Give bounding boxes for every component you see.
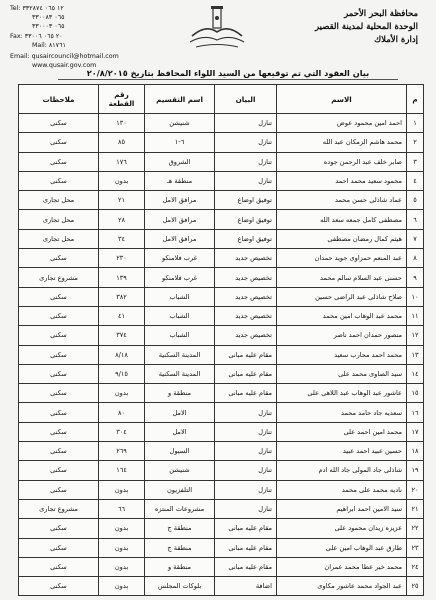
- cell-plot: ٩/١٥: [99, 364, 145, 383]
- cell-name: ناديه محمد على محمد: [277, 480, 407, 499]
- email: Email: qusaircouncil@hotmail.com: [10, 53, 119, 61]
- cell-plot: بدون: [99, 557, 145, 576]
- cell-plan: الشباب: [145, 326, 215, 345]
- cell-plan: منطقة هـ: [145, 171, 215, 190]
- table-row: [19, 287, 424, 306]
- cell-plan: بلوكات المجلس: [145, 577, 215, 596]
- cell-plot: بدون: [99, 577, 145, 596]
- cell-name: منصور حمدان احمد ناصر: [277, 326, 407, 345]
- telephone: Tel: ١٢ ٠٦٥ ٣٣٢٨٧٤: [10, 5, 64, 12]
- contact-block: [10, 4, 119, 70]
- cell-plot: بدون: [99, 538, 145, 557]
- cell-statement: تنازل: [215, 480, 277, 499]
- cell-statement: تنازل: [215, 403, 277, 422]
- col-num: م: [407, 85, 424, 114]
- department-name: إدارة الأملاك: [374, 35, 418, 45]
- cell-num: ١٦: [407, 403, 424, 422]
- cell-plan: مشروعات المنتزه: [145, 499, 215, 518]
- cell-statement: توفيق اوضاع: [215, 210, 277, 229]
- cell-notes: مشروع تجارى: [19, 268, 99, 287]
- table-row: [19, 171, 424, 190]
- cell-name: سعديه جاد حامد محمد: [277, 403, 407, 422]
- cell-plan: السيول: [145, 442, 215, 461]
- cell-num: ١٠: [407, 287, 424, 306]
- cell-plan: منطقة و: [145, 384, 215, 403]
- cell-statement: مقام عليه مبانى: [215, 557, 277, 576]
- cell-plan: المدينة السكنية: [145, 345, 215, 364]
- table-row: [19, 422, 424, 441]
- cell-plot: ٢١: [99, 191, 145, 210]
- cell-statement: توفيق اوضاع: [215, 229, 277, 248]
- cell-num: ٢٤: [407, 557, 424, 576]
- table-row: [19, 345, 424, 364]
- cell-num: ٥: [407, 191, 424, 210]
- cell-num: ١٩: [407, 461, 424, 480]
- cell-plan: مرافق الامل: [145, 191, 215, 210]
- telephone-2: ٠٦٥ ٣٣٠٠٨٣: [32, 14, 65, 22]
- cell-plot: ٦٦: [99, 499, 145, 518]
- cell-plot: ٢٦٩: [99, 442, 145, 461]
- local-unit-name: الوحدة المحلية لمدينة القصير: [314, 22, 418, 32]
- table-row: [19, 191, 424, 210]
- table-row: [19, 152, 424, 171]
- cell-name: عماد شاذلى حسن محمد: [277, 191, 407, 210]
- cell-notes: سكنى: [19, 461, 99, 480]
- telephone-3: ٠٦٥ ٣٣٠٠٠٣: [32, 23, 65, 31]
- contracts-table: [18, 84, 424, 596]
- cell-num: ٩: [407, 268, 424, 287]
- cell-plot: بدون: [99, 384, 145, 403]
- cell-name: احمد امين محمود عوض: [277, 114, 407, 133]
- table-row: [19, 326, 424, 345]
- cell-statement: مقام عليه مبانى: [215, 345, 277, 364]
- cell-statement: مقام عليه مبانى: [215, 538, 277, 557]
- cell-plot: ٨٥: [99, 133, 145, 152]
- cell-name: سيد الامين احمد ابراهيم: [277, 499, 407, 518]
- cell-statement: تخصيص جديد: [215, 268, 277, 287]
- cell-plan: الامل: [145, 403, 215, 422]
- cell-notes: سكنى: [19, 557, 99, 576]
- cell-plan: الشباب: [145, 287, 215, 306]
- cell-plot: ٤١: [99, 306, 145, 325]
- cell-statement: مقام عليه مبانى: [215, 364, 277, 383]
- cell-plan: منطقة ج: [145, 519, 215, 538]
- table-row: [19, 133, 424, 152]
- table-row: [19, 557, 424, 576]
- cell-statement: تنازل: [215, 461, 277, 480]
- governorate-name: محافظة البحر الأحمر: [344, 9, 418, 19]
- cell-num: ٨: [407, 249, 424, 268]
- cell-statement: تخصيص جديد: [215, 287, 277, 306]
- col-statement: البيان: [215, 85, 277, 114]
- cell-name: صلاح شاذلى عبد الراضى حسين: [277, 287, 407, 306]
- table-row: [19, 538, 424, 557]
- cell-plan: الشروق: [145, 152, 215, 171]
- city-logo-icon: [186, 6, 248, 50]
- cell-plot: ١٣٩: [99, 268, 145, 287]
- table-body: [19, 114, 424, 596]
- cell-statement: تنازل: [215, 114, 277, 133]
- cell-notes: سكنى: [19, 171, 99, 190]
- cell-plot: ١٧٦: [99, 152, 145, 171]
- table-row: [19, 461, 424, 480]
- cell-notes: سكنى: [19, 442, 99, 461]
- cell-plan: ٦-١: [145, 133, 215, 152]
- cell-statement: اضافة: [215, 577, 277, 596]
- mail-box: Mail: ٨١٧٦١: [32, 41, 66, 49]
- cell-statement: تنازل: [215, 152, 277, 171]
- cell-notes: سكنى: [19, 422, 99, 441]
- cell-plot: بدون: [99, 480, 145, 499]
- cell-name: مصطفى كامل جمعه سعد الله: [277, 210, 407, 229]
- cell-name: محمد احمد محارب سعيد: [277, 345, 407, 364]
- cell-notes: محل تجارى: [19, 191, 99, 210]
- cell-name: محمد امين احمد على: [277, 422, 407, 441]
- cell-notes: محل تجارى: [19, 229, 99, 248]
- cell-statement: مقام عليه مبانى: [215, 519, 277, 538]
- col-notes: ملاحظات: [19, 85, 99, 114]
- cell-name: محمد عبد الوهاب امين محمد: [277, 306, 407, 325]
- cell-statement: تخصيص جديد: [215, 249, 277, 268]
- table-row: [19, 229, 424, 248]
- table-row: [19, 210, 424, 229]
- cell-plan: منطقة ج: [145, 538, 215, 557]
- cell-statement: تخصيص جديد: [215, 326, 277, 345]
- table-row: [19, 268, 424, 287]
- cell-name: شاذلى جاد المولى جاد الله ادم: [277, 461, 407, 480]
- cell-plot: ١٦٤: [99, 461, 145, 480]
- table-row: [19, 499, 424, 518]
- cell-notes: سكنى: [19, 152, 99, 171]
- cell-num: ١٢: [407, 326, 424, 345]
- cell-name: سيد الصاوى محمد على: [277, 364, 407, 383]
- cell-num: ١: [407, 114, 424, 133]
- cell-plot: ٨٠: [99, 403, 145, 422]
- cell-name: طارق عبد الوهاب امين على: [277, 538, 407, 557]
- cell-plan: المدينة السكنية: [145, 364, 215, 383]
- cell-name: محمود سعيد محمد احمد: [277, 171, 407, 190]
- cell-num: ٢٢: [407, 519, 424, 538]
- website: www.qusair.gov.com: [32, 62, 97, 70]
- cell-notes: سكنى: [19, 114, 99, 133]
- cell-plot: ٣٨٢: [99, 287, 145, 306]
- cell-plan: الشباب: [145, 306, 215, 325]
- cell-num: ١٤: [407, 364, 424, 383]
- cell-name: عبد المنعم حمزاوى جويد حمدان: [277, 249, 407, 268]
- letterhead: [0, 0, 436, 70]
- cell-name: عاشور عبد الوهاب عبد اللاهى على: [277, 384, 407, 403]
- table-row: [19, 577, 424, 596]
- cell-plan: شنيشن: [145, 461, 215, 480]
- cell-statement: تخصيص جديد: [215, 306, 277, 325]
- table-row: [19, 249, 424, 268]
- table-header-row: [19, 85, 424, 114]
- cell-statement: تنازل: [215, 133, 277, 152]
- table-row: [19, 519, 424, 538]
- cell-notes: سكنى: [19, 133, 99, 152]
- cell-plan: منطقة و: [145, 557, 215, 576]
- cell-plan: مرافق الامل: [145, 229, 215, 248]
- cell-name: حسين عبيد احمد عبيد: [277, 442, 407, 461]
- table-row: [19, 442, 424, 461]
- cell-num: ٢٠: [407, 480, 424, 499]
- cell-num: ٢٣: [407, 538, 424, 557]
- cell-statement: مقام عليه مبانى: [215, 384, 277, 403]
- cell-notes: سكنى: [19, 519, 99, 538]
- cell-num: ٧: [407, 229, 424, 248]
- cell-plan: شنيشن: [145, 114, 215, 133]
- cell-num: ١٧: [407, 422, 424, 441]
- cell-plan: الامل: [145, 422, 215, 441]
- table-row: [19, 384, 424, 403]
- cell-plan: غرب فلامنكو: [145, 249, 215, 268]
- cell-num: ٢: [407, 133, 424, 152]
- cell-num: ٣: [407, 152, 424, 171]
- cell-plot: ٢٣٠: [99, 249, 145, 268]
- cell-notes: مشروع تجارى: [19, 499, 99, 518]
- cell-statement: توفيق اوضاع: [215, 191, 277, 210]
- cell-plot: ٣٧٤: [99, 326, 145, 345]
- cell-num: ٢٥: [407, 577, 424, 596]
- cell-statement: تنازل: [215, 171, 277, 190]
- cell-num: ١٣: [407, 345, 424, 364]
- cell-num: ٦: [407, 210, 424, 229]
- cell-num: ١٨: [407, 442, 424, 461]
- cell-plan: مرافق الامل: [145, 210, 215, 229]
- cell-name: حسنى عبد السلام سالم محمد: [277, 268, 407, 287]
- cell-notes: محل تجارى: [19, 210, 99, 229]
- cell-notes: سكنى: [19, 287, 99, 306]
- cell-name: محمد خير عطا محمد عمران: [277, 557, 407, 576]
- cell-num: ١٥: [407, 384, 424, 403]
- col-name: الاسم: [277, 85, 407, 114]
- cell-notes: سكنى: [19, 306, 99, 325]
- table-row: [19, 480, 424, 499]
- cell-num: ١١: [407, 306, 424, 325]
- governorate-block: [315, 8, 418, 47]
- cell-notes: سكنى: [19, 480, 99, 499]
- cell-name: هيثم كمال رمضان مصطفى: [277, 229, 407, 248]
- cell-plan: غرب فلامنكو: [145, 268, 215, 287]
- cell-plot: ٢٨: [99, 210, 145, 229]
- cell-plot: ١٣٠: [99, 114, 145, 133]
- cell-notes: سكنى: [19, 345, 99, 364]
- cell-num: ٢١: [407, 499, 424, 518]
- cell-notes: سكنى: [19, 326, 99, 345]
- cell-name: عبد الجواد محمد عاشور مكاوى: [277, 577, 407, 596]
- cell-plot: بدون: [99, 171, 145, 190]
- cell-plot: ٨/١٨: [99, 345, 145, 364]
- table-row: [19, 306, 424, 325]
- cell-plot: ٣٠٤: [99, 422, 145, 441]
- col-plan: اسم التقسيم: [145, 85, 215, 114]
- cell-notes: سكنى: [19, 403, 99, 422]
- cell-notes: سكنى: [19, 577, 99, 596]
- cell-notes: سكنى: [19, 384, 99, 403]
- fax: Fax: ٢٠ ٠٦٥ ٣٣٠٠٦: [10, 32, 63, 40]
- cell-plan: التلفزيون: [145, 480, 215, 499]
- table-row: [19, 114, 424, 133]
- cell-num: ٤: [407, 171, 424, 190]
- table-row: [19, 364, 424, 383]
- cell-statement: تنازل: [215, 499, 277, 518]
- document-title: بيان العقود التي تم توقيعها من السيد اللواء المحافظ بتاريخ ٢٠/٨/٢٠١٥: [58, 68, 398, 80]
- cell-statement: تنازل: [215, 442, 277, 461]
- cell-notes: سكنى: [19, 364, 99, 383]
- cell-name: محمد هاشم الزمكان عبد الله: [277, 133, 407, 152]
- cell-plot: بدون: [99, 519, 145, 538]
- cell-name: عزيزه زيدان محمود على: [277, 519, 407, 538]
- table-row: [19, 403, 424, 422]
- col-plot: رقم القطعة: [99, 85, 145, 114]
- cell-notes: سكنى: [19, 538, 99, 557]
- cell-notes: سكنى: [19, 249, 99, 268]
- cell-plot: ٣٤: [99, 229, 145, 248]
- cell-statement: تنازل: [215, 422, 277, 441]
- cell-name: صابر خلف عبد الرحمن جوده: [277, 152, 407, 171]
